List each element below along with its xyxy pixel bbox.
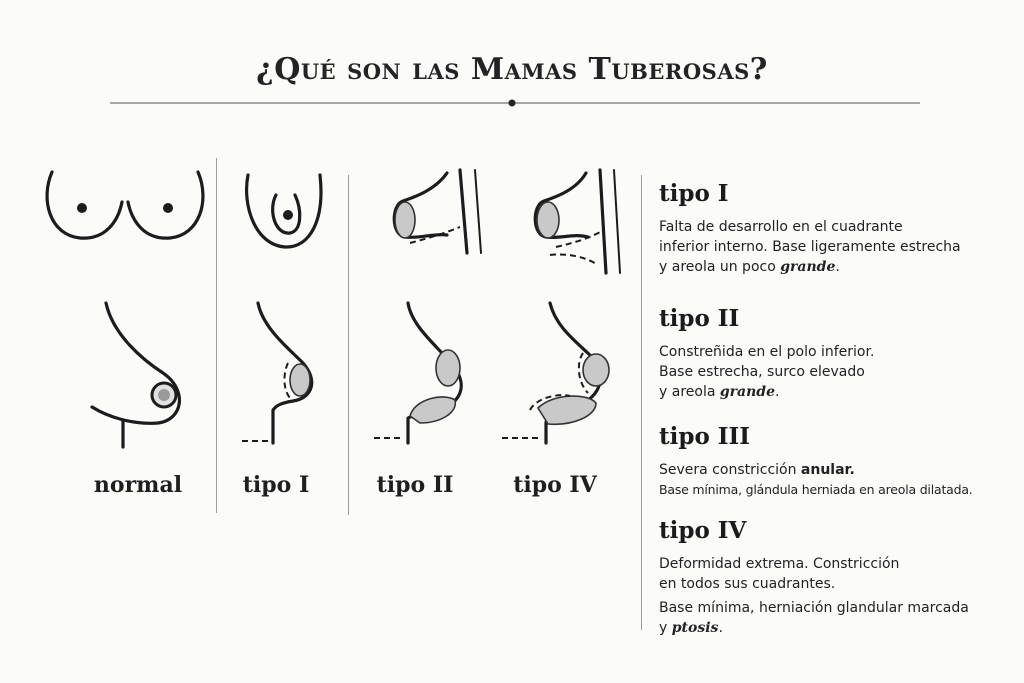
title-divider [110,97,920,109]
tipo-iv-front-illustration [528,165,628,280]
tipo-iii-description [659,423,1019,500]
tipo-ii-profile-illustration [370,298,470,448]
tipo-i-front-illustration [240,165,330,255]
tipo-iv-heading: tipo IV [659,517,747,544]
description-line: Base mínima, glándula herniada en areola dilatada. [659,482,973,497]
column-divider [216,158,217,513]
tipo-i-heading: tipo I [659,180,729,207]
column-divider [348,175,349,515]
description-line: y areola grande. [659,384,780,400]
column-label-tipo-iv: tipo IV [513,472,597,498]
description-line: Constreñida en el polo inferior. [659,344,875,360]
normal-profile-illustration [88,295,198,455]
column-label-tipo-ii: tipo II [376,472,454,498]
description-line: Falta de desarrollo en el cuadrante [659,219,903,235]
column-divider [641,175,642,630]
tipo-ii-front-illustration [385,165,485,260]
tipo-ii-heading: tipo II [659,305,740,332]
description-line: en todos sus cuadrantes. [659,576,836,592]
description-line: y ptosis. [659,620,723,636]
normal-front-illustration [40,160,210,250]
description-line: y areola un poco grande. [659,259,840,275]
column-label-normal: normal [93,472,183,498]
description-line: Base mínima, herniación glandular marcada [659,600,969,616]
tipo-i-profile-illustration [238,298,328,448]
tipo-i-description [659,180,1019,277]
description-line: Deformidad extrema. Constricción [659,556,900,572]
tipo-ii-description [659,305,1019,402]
page-title: ¿Qué son las Mamas Tuberosas? [256,52,768,87]
tipo-iii-heading: tipo III [659,423,751,450]
description-line: Base estrecha, surco elevado [659,364,865,380]
tipo-iv-description [659,517,1019,638]
description-line: Severa constricción anular. [659,462,855,478]
column-label-tipo-i: tipo I [242,472,310,498]
tipo-iv-profile-illustration [498,298,618,448]
description-line: inferior interno. Base ligeramente estrecha [659,239,961,255]
